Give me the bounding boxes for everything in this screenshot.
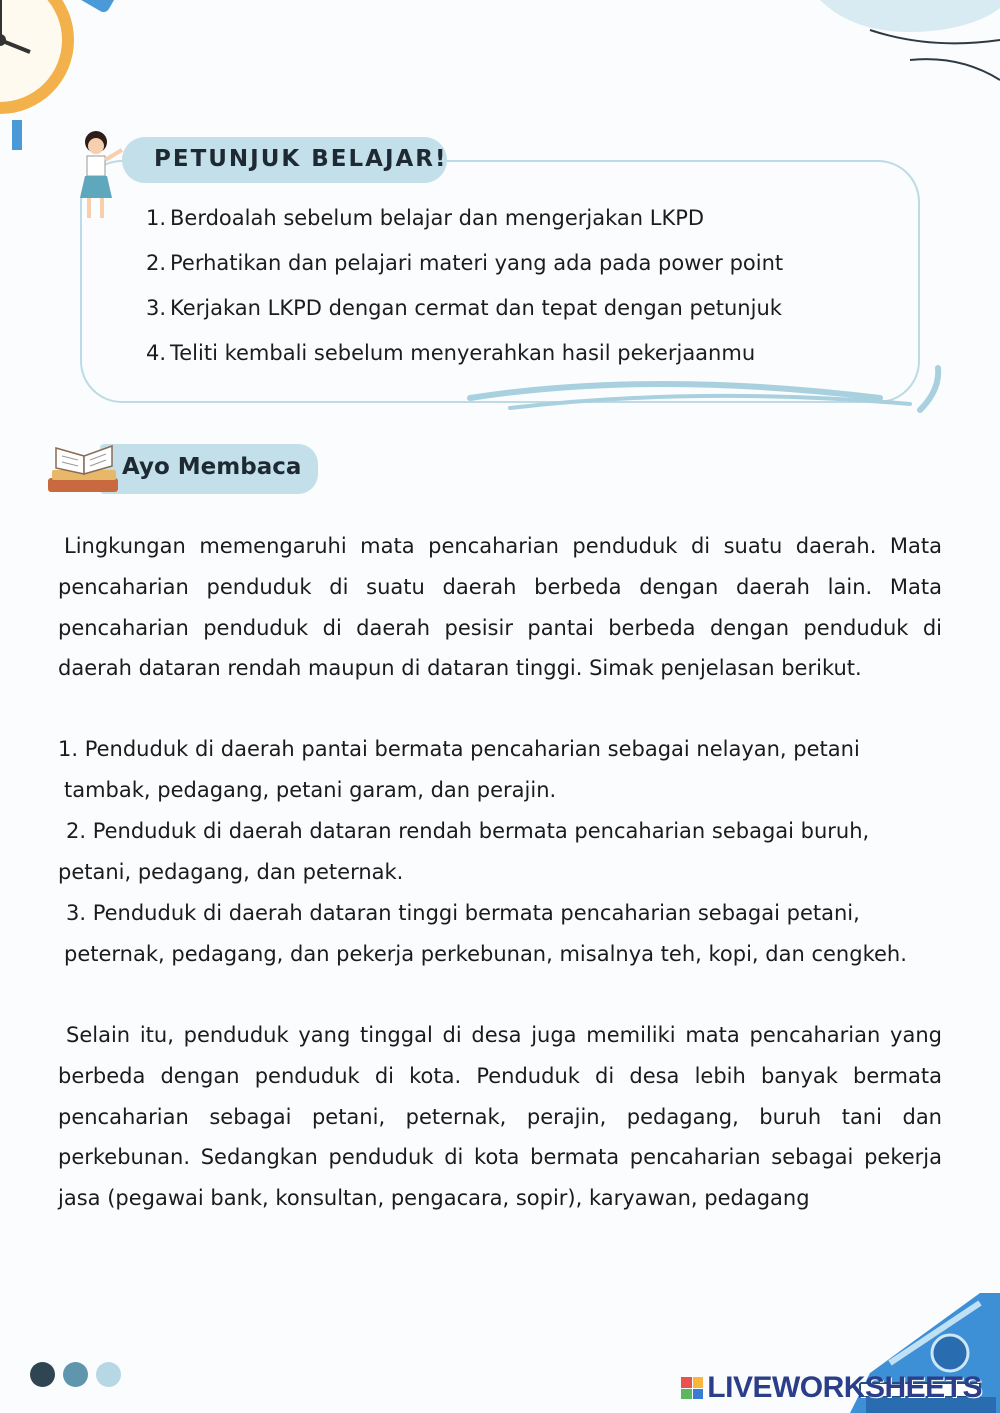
list-item: 2. Penduduk di daerah dataran rendah bermata pencaharian sebagai buruh, petani, pedagang, dan peternak. bbox=[58, 819, 870, 884]
schoolgirl-icon bbox=[72, 126, 132, 226]
instruction-item: 3. Kerjakan LKPD dengan cermat dan tepat dengan petunjuk bbox=[146, 296, 782, 320]
liveworksheets-logo-icon bbox=[681, 1377, 703, 1399]
pager-dot bbox=[63, 1362, 88, 1387]
instructions-list bbox=[146, 196, 783, 376]
list-item: 3. Penduduk di daerah dataran tinggi bermata pencaharian sebagai petani, peternak, pedagang, dan pekerja perkebunan, misalnya teh, kopi, dan cengkeh. bbox=[64, 901, 907, 966]
corner-swirl-decoration bbox=[800, 0, 1000, 100]
reading-section-title: Ayo Membaca bbox=[122, 454, 302, 480]
list-item: 1. Penduduk di daerah pantai bermata pencaharian sebagai nelayan, petani tambak, pedagang, petani garam, dan perajin. bbox=[58, 737, 860, 802]
instructions-title: PETUNJUK BELAJAR! bbox=[154, 146, 448, 172]
watermark-text: LIVEWORKSHEETS bbox=[707, 1371, 982, 1404]
liveworksheets-watermark bbox=[681, 1371, 982, 1405]
intro-paragraph: Lingkungan memengaruhi mata pencaharian penduduk di suatu daerah. Mata pencaharian penduduk di suatu daerah berbeda dengan daerah lain. Mata pencaharian penduduk di daerah pesisir pantai berbeda dengan penduduk di daerah dataran rendah maupun di dataran tinggi. Simak penjelasan berikut. bbox=[58, 534, 942, 681]
instruction-item: 4. Teliti kembali sebelum menyerahkan hasil pekerjaanmu bbox=[146, 341, 756, 365]
open-book-icon bbox=[44, 440, 124, 498]
instruction-item: 1. Berdoalah sebelum belajar dan mengerjakan LKPD bbox=[146, 206, 705, 230]
outro-paragraph: Selain itu, penduduk yang tinggal di desa juga memiliki mata pencaharian yang berbeda dengan penduduk di kota. Penduduk di desa lebih banyak bermata pencaharian sebagai petani, peternak, perajin, pedagang, buruh tani dan perkebunan. Sedangkan penduduk di kota bermata pencaharian sebagai pekerja jasa (pegawai bank, konsultan, pengacara, sopir), karyawan, pedagang bbox=[58, 1023, 942, 1211]
pager-dot bbox=[96, 1362, 121, 1387]
panel-swish-decoration bbox=[450, 360, 950, 420]
pager-dot bbox=[30, 1362, 55, 1387]
instruction-item: 2. Perhatikan dan pelajari materi yang ada pada power point bbox=[146, 251, 784, 275]
